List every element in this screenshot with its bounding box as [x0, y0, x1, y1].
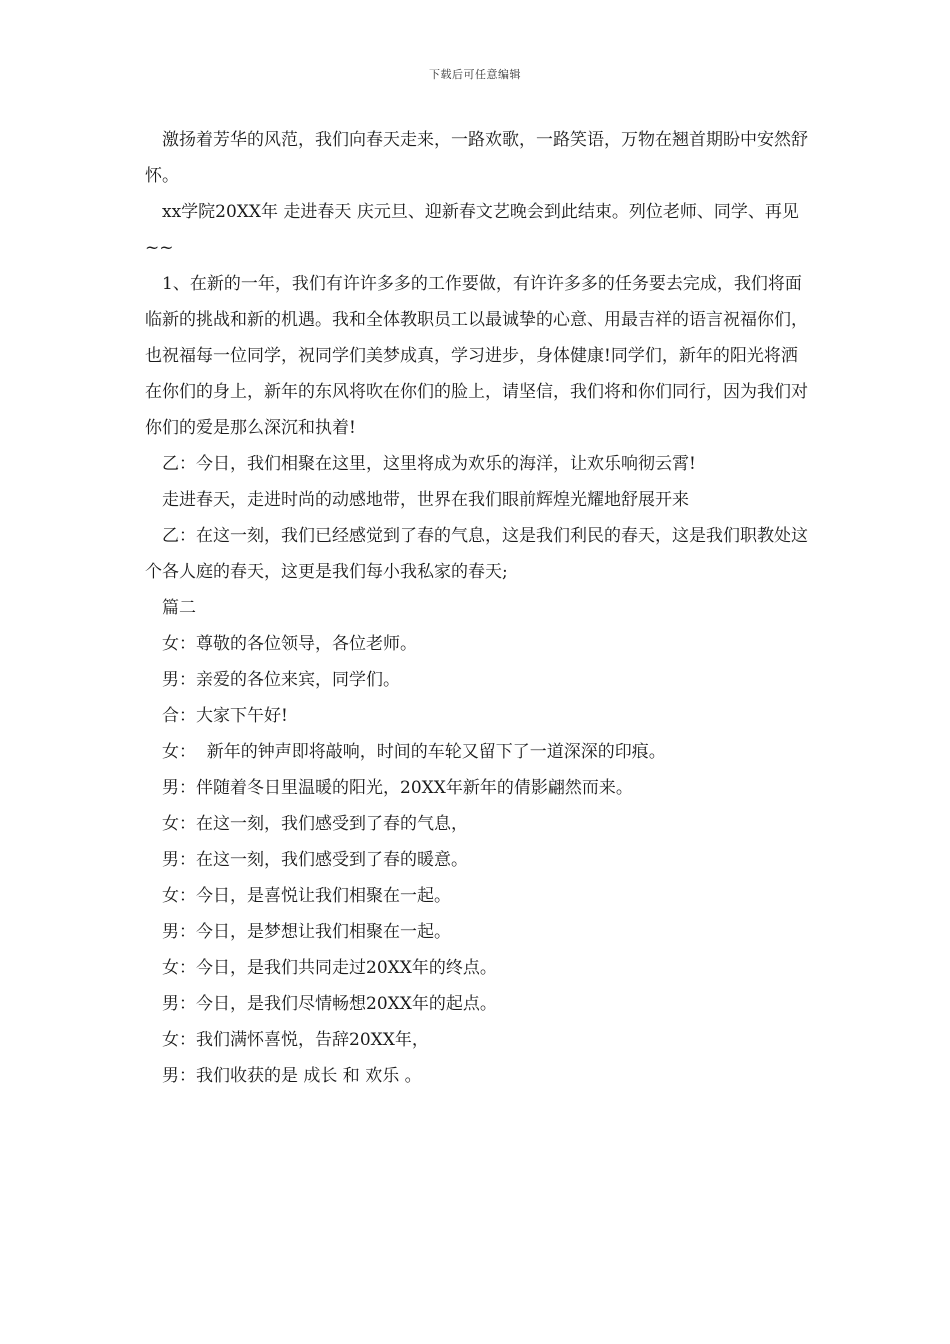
- dialogue-line: 男：在这一刻，我们感受到了春的暖意。: [162, 850, 468, 870]
- page-header-note: 下载后可任意编辑: [429, 68, 521, 81]
- paragraph: xx学院20XX年 走进春天 庆元旦、迎新春文艺晚会到此结束。列位老师、同学、再见~~: [145, 202, 799, 258]
- paragraph: 激扬着芳华的风范，我们向春天走来，一路欢歌，一路笑语，万物在翘首期盼中安然舒怀。: [145, 130, 808, 186]
- section-title: 篇二: [162, 598, 196, 618]
- paragraph: 乙：在这一刻，我们已经感觉到了春的气息，这是我们利民的春天，这是我们职教处这个各人庭的春天，这更是我们每小我私家的春天;: [145, 526, 808, 582]
- dialogue-line: 女：我们满怀喜悦，告辞20XX年，: [162, 1030, 429, 1050]
- document-body: [145, 122, 810, 1094]
- dialogue-line: 男：今日，是我们尽情畅想20XX年的起点。: [162, 994, 497, 1014]
- dialogue-line: 女：在这一刻，我们感受到了春的气息，: [162, 814, 468, 834]
- dialogue-line: 男：今日，是梦想让我们相聚在一起。: [162, 922, 451, 942]
- dialogue-line: 女： 新年的钟声即将敲响，时间的车轮又留下了一道深深的印痕。: [162, 742, 666, 762]
- dialogue-line: 女：尊敬的各位领导，各位老师。: [162, 634, 417, 654]
- dialogue-line: 女：今日，是喜悦让我们相聚在一起。: [162, 886, 451, 906]
- paragraph: 1、在新的一年，我们有许许多多的工作要做，有许许多多的任务要去完成，我们将面临新的挑战和新的机遇。我和全体教职员工以最诚挚的心意、用最吉祥的语言祝福你们，也祝福每一位同学，祝同学们美梦成真，学习进步，身体健康!同学们，新年的阳光将洒在你们的身上，新年的东风将吹在你们的脸上，请坚信，我们将和你们同行，因为我们对你们的爱是那么深沉和执着!: [145, 274, 808, 438]
- paragraph: 走进春天，走进时尚的动感地带，世界在我们眼前辉煌光耀地舒展开来: [162, 490, 689, 510]
- dialogue-line: 男：伴随着冬日里温暖的阳光，20XX年新年的倩影翩然而来。: [162, 778, 633, 798]
- dialogue-line: 男：亲爱的各位来宾，同学们。: [162, 670, 400, 690]
- dialogue-line: 女：今日，是我们共同走过20XX年的终点。: [162, 958, 497, 978]
- paragraph: 乙：今日，我们相聚在这里，这里将成为欢乐的海洋，让欢乐响彻云霄!: [162, 454, 696, 474]
- dialogue-line: 合：大家下午好!: [162, 706, 288, 726]
- dialogue-line: 男：我们收获的是 成长 和 欢乐 。: [162, 1066, 422, 1086]
